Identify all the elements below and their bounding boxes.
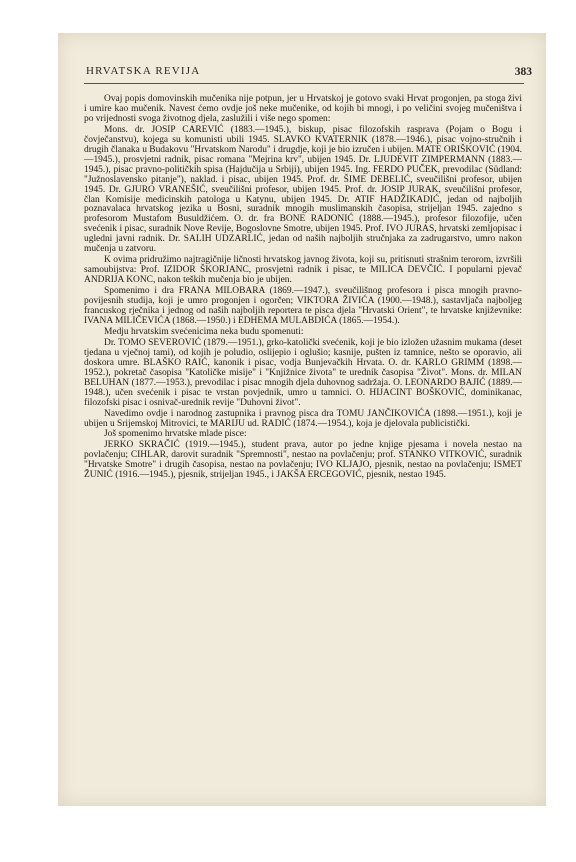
scanned-page (58, 33, 546, 806)
journal-title: HRVATSKA REVIJA (86, 65, 201, 77)
paragraph-young-writers-intro: Još spomenimo hrvatske mlade pisce: (104, 429, 247, 440)
paragraph-young-writers: JERKO SKRAČIĆ (1919.—1945.), student prava, autor po jedne knjige pjesama i novela nestao na povlačenju; CIHLAR, darovit suradnik "Spremnosti", nestao na povlačenju; prof. STANKO VITKOVIĆ, suradnik "Hrvatske Smotre" i drugih časopisa, nestao na povlačenju; IVO KLJAJO, pjesnik, nestao na povlačenju; ISMET ŽUNIĆ (1916.—1945.), pjesnik, strijeljan 1945., i JAKŠA ERCEGOVIĆ, pjesnik, nestao 1945. (84, 440, 522, 481)
paragraph-politicians: Navedimo ovdje i narodnog zastupnika i pravnog pisca dra TOMU JANČIKOVIĆA (1898.—1951.), koji je ubijen u Srijemskoj Mitrovici, te MARIJU ud. RADIĆ (1874.—1954.), koja je djelovala publicistički. (84, 408, 522, 429)
paragraph-intro: Ovaj popis domovinskih mučenika nije potpun, jer u Hrvatskoj je gotovo svaki Hrvat progonjen, pa stoga živi i umire kao mučenik. Navest ćemo ovdje još neke mučenike, od kojih bi mnogi, i po veličini svojeg mučeništva i po vrijednosti svoga životnog djela, zaslužili i više nego spomen: (84, 94, 522, 124)
paragraph-suicides: K ovima pridružimo najtragičnije ličnosti hrvatskog javnog života, koji su, pritisnuti strašnim terorom, izvršili samoubijstva: Prof. IZIDOR ŠKORJANC, prosvjetni radnik i pisac, te MILICA DEVČIĆ. I popularni pjevač ANDRIJA KONC, nakon teških mučenja bio je ubijen. (84, 255, 522, 286)
paragraph-writers: Spomenimo i dra FRANA MILOBARA (1869.—1947.), sveučilišnog profesora i pisca mnogih pravno-povijesnih studija, koji je umro progonjen i ogorčen; VIKTORA ŽIVIĆA (1900.—1948.), sastavljača najboljeg francuskog rječnika i jednog od naših najboljih reportera te pisca djela "Hrvatski Orient", te hrvatske književnike: IVANA MILIČEVIĆA (1868.—1950.) i EDHEMA MULABDIĆA (1865.—1954.). (84, 286, 522, 326)
article-body (84, 95, 522, 481)
paragraph-priests-intro: Medju hrvatskim svećenicima neka budu spomenuti: (104, 326, 304, 337)
running-header (84, 61, 532, 84)
paragraph-martyrs-list: Mons. dr. JOSIP CAREVIĆ (1883.—1945.), biskup, pisac filozofskih rasprava (Pojam o Bogu i čovječanstvu), kojega su komunisti ubili 1945. SLAVKO KVATERNIK (1878.—1946.), pisac vojno-stručnih i drugih članaka u Budakovu "Hrvatskom Narodu" i drugdje, koji je bio izručen i ubijen. MATE ORIŠKOVIĆ (1904.—1945.), prosvjetni radnik, pisac romana "Mejrina krv", ubijen 1945. Dr. LJUDEVIT ZIMPERMANN (1883.—1945.), pisac pravno-političkih spisa (Hajdučija u Srbiji), ubijen 1945. Ing. FERDO PUČEK, prevodilac (Südland: "Južnoslavensko pitanje"), naklad. i pisac, ubijen 1945. Prof. dr. ŠIME DEBELIĆ, sveučilišni profesor, ubijen 1945. Dr. GJURO VRANEŠIĆ, sveučilišni profesor, ubijen 1945. Prof. dr. JOSIP JURAK, sveučilišni profesor, član Komisije medicinskih patologa u Katynu, ubijen 1945. Dr. ATIF HADŽIKADIĆ, jedan od najboljih poznavalaca hrvatskog jezika u Bosni, suradnik mnogih muslimanskih časopisa, strijeljan 1945. zajedno s profesorom Mustafom Busuldžićem. O. dr. fra BONE RADONIĆ (1888.—1945.), profesor filozofije, učen svećenik i pisac, suradnik Nove Revije, Bogoslovne Smotre, ubijen 1945. Prof. IVO JURAS, hrvatski zemljopisac i ugledni javni radnik. Dr. SALIH UDZARLIĆ, jedan od naših najboljih stručnjaka za zadrugarstvo, umro nakon mučenja u zatvoru. (84, 124, 522, 255)
paragraph-priests: Dr. TOMO SEVEROVIĆ (1879.—1951.), grko-katolički svećenik, koji je bio izložen užasnim mukama (deset tjedana u vječnoj tami), od kojih je poludio, oslijepio i oglušio; kasnije, pušten iz tamnice, nešto se oporavio, ali doskora umre. BLAŠKO RAIĆ, kanonik i pisac, vodja Bunjevačkih Hrvata. O. dr. KARLO GRIMM (1898.—1952.), pokretač časopisa "Katoličke misije" i "Knjižnice života" te urednik časopisa "Život". Mons. dr. MILAN BELUHAN (1877.—1953.), prevodilac i pisac mnogih djela duhovnog sadržaja. O. LEONARDO BAJIĆ (1889.—1948.), učen svećenik i pisac te vrstan povjednik, umro u tamnici. O. HIJACINT BOŠKOVIĆ, dominikanac, filozofski pisac i osnivač-urednik revije "Duhovni život". (84, 337, 522, 408)
page-number: 383 (514, 66, 532, 78)
